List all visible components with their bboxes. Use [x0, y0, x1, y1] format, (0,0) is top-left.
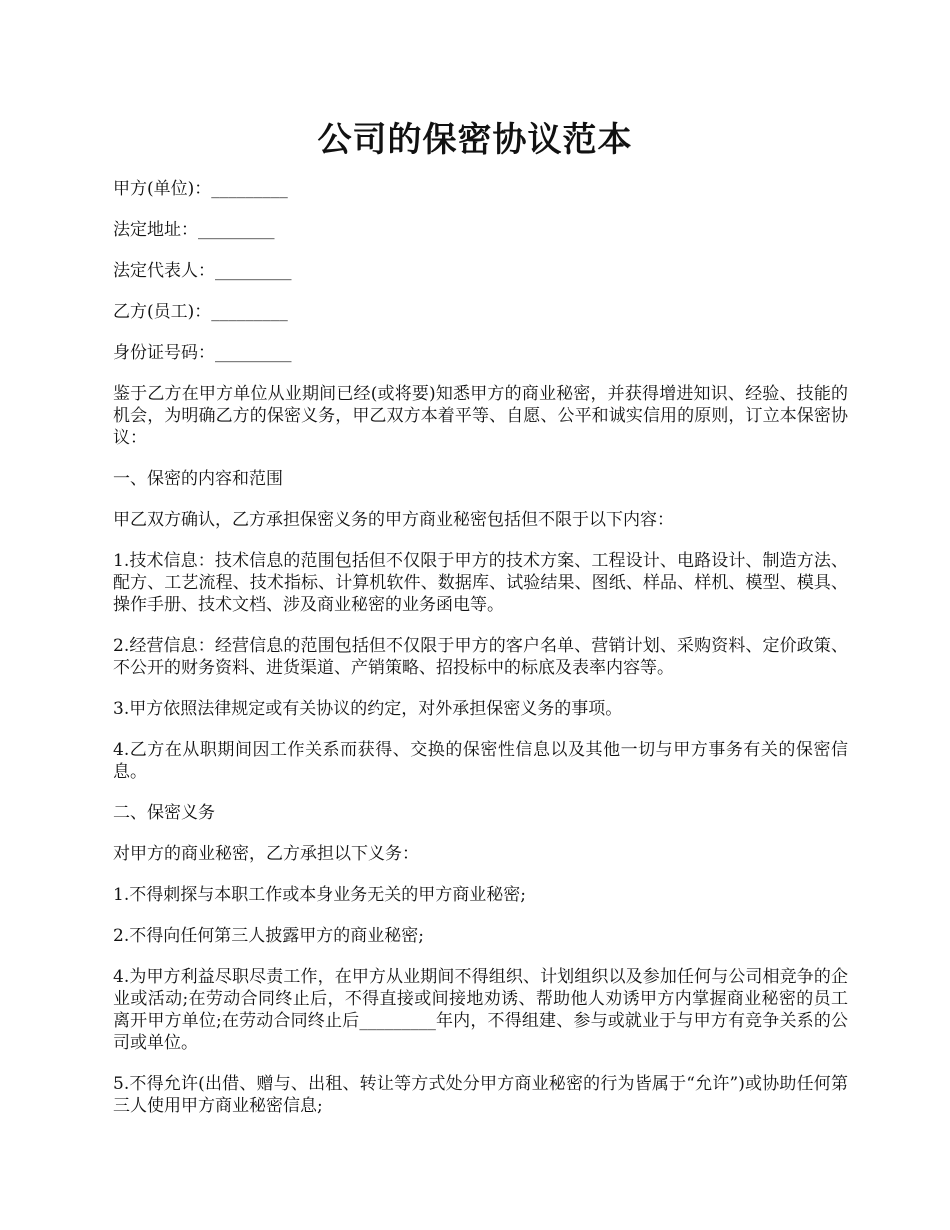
- field-id-number: 身份证号码：_________: [113, 343, 292, 363]
- scope-item-legal-obligations: 3.甲方依照法律规定或有关协议的约定，对外承担保密义务的事项。: [113, 699, 623, 719]
- obligations-intro-paragraph: 对甲方的商业秘密，乙方承担以下义务：: [113, 844, 419, 864]
- scope-item-business-info: 2.经营信息：经营信息的范围包括但不仅限于甲方的客户名单、营销计划、采购资料、定价政策、不公开的财务资料、进货渠道、产销策略、招投标中的标底及表率内容等。: [113, 636, 848, 678]
- document-title: 公司的保密协议范本: [317, 120, 633, 160]
- field-party-a: 甲方(单位)：_________: [113, 179, 288, 199]
- field-legal-address: 法定地址：_________: [113, 220, 275, 240]
- scope-intro-paragraph: 甲乙双方确认，乙方承担保密义务的甲方商业秘密包括但不限于以下内容：: [113, 510, 674, 530]
- document-body: [113, 178, 848, 1136]
- obligation-item-2: 2.不得向任何第三人披露甲方的商业秘密;: [113, 926, 424, 946]
- field-party-b: 乙方(员工)：_________: [113, 302, 288, 322]
- preamble-paragraph: 鉴于乙方在甲方单位从业期间已经(或将要)知悉甲方的商业秘密，并获得增进知识、经验、技能的机会，为明确乙方的保密义务，甲乙双方本着平等、自愿、公平和诚实信用的原则，订立本保密协议：: [113, 384, 848, 448]
- field-legal-representative: 法定代表人：_________: [113, 261, 292, 281]
- scope-item-work-related-info: 4.乙方在从职期间因工作关系而获得、交换的保密性信息以及其他一切与甲方事务有关的保密信息。: [113, 740, 848, 782]
- section-heading-obligations: 二、保密义务: [113, 803, 215, 823]
- obligation-item-1: 1.不得刺探与本职工作或本身业务无关的甲方商业秘密;: [113, 885, 526, 905]
- obligation-item-5: 5.不得允许(出借、赠与、出租、转让等方式处分甲方商业秘密的行为皆属于“允许”)或协助任何第三人使用甲方商业秘密信息;: [113, 1074, 848, 1116]
- scope-item-technical-info: 1.技术信息：技术信息的范围包括但不仅限于甲方的技术方案、工程设计、电路设计、制造方法、配方、工艺流程、技术指标、计算机软件、数据库、试验结果、图纸、样品、样机、模型、模具、操作手册、技术文档、涉及商业秘密的业务函电等。: [113, 551, 848, 615]
- section-heading-scope: 一、保密的内容和范围: [113, 469, 283, 489]
- obligation-item-4: 4.为甲方利益尽职尽责工作，在甲方从业期间不得组织、计划组织以及参加任何与公司相竞争的企业或活动;在劳动合同终止后，不得直接或间接地劝诱、帮助他人劝诱甲方内掌握商业秘密的员工离开甲方单位;在劳动合同终止后_________年内，不得组建、参与或就业于与甲方有竞争关系的公司或单位。: [113, 967, 848, 1053]
